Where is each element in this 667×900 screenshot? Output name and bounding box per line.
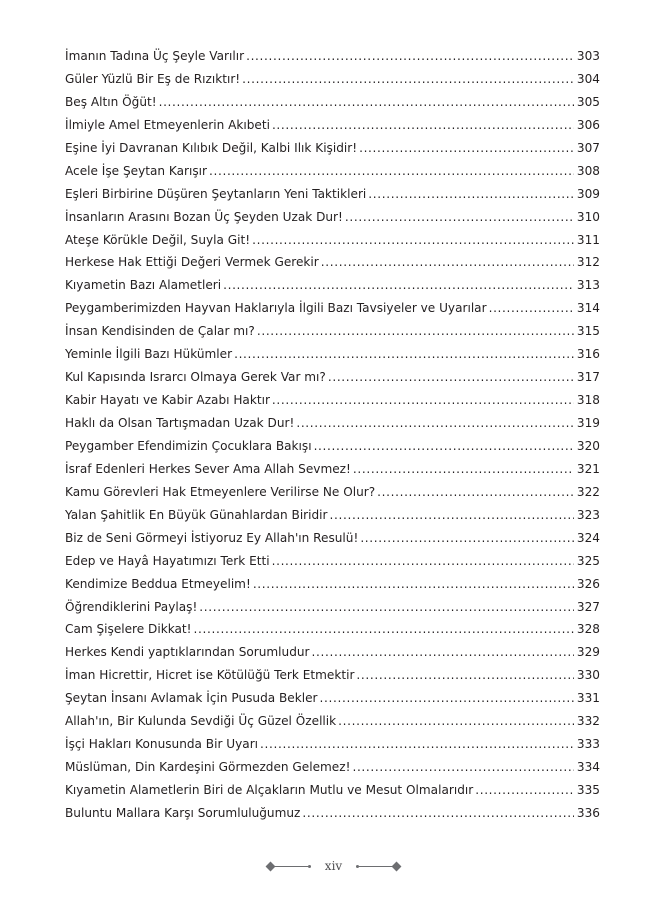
toc-entry-page: 331: [576, 691, 600, 706]
toc-entry-title: İnsanların Arasını Bozan Üç Şeyden Uzak Dur!: [65, 209, 343, 224]
toc-entry[interactable]: [65, 343, 600, 366]
toc-entry-page: 318: [576, 393, 600, 408]
toc-entry[interactable]: [65, 596, 600, 619]
toc-entry-page: 315: [576, 324, 600, 339]
toc-entry-page: 312: [576, 255, 600, 270]
toc-entry-title: Kamu Görevleri Hak Etmeyenlere Verilirse Ne Olur?: [65, 484, 376, 499]
toc-entry-page: 335: [576, 783, 600, 797]
dot-leader: [260, 733, 574, 756]
toc-entry-title: Kul Kapısında Israrcı Olmaya Gerek Var mı?: [65, 370, 326, 385]
dot-leader: [272, 550, 574, 573]
toc-entry-title: İlmiyle Amel Etmeyenlerin Akıbeti: [65, 117, 270, 132]
diamond-ornament-icon: [356, 863, 400, 870]
toc-entry-title: Güler Yüzlü Bir Eş de Rızıktır!: [65, 71, 241, 86]
dot-leader: [314, 435, 574, 458]
dot-leader: [321, 251, 574, 274]
toc-entry-page: 310: [576, 209, 600, 224]
toc-entry-page: 332: [576, 714, 600, 729]
toc-entry-page: 311: [576, 232, 600, 247]
toc-entry[interactable]: [65, 68, 600, 91]
toc-entry-title: Müslüman, Din Kardeşini Görmezden Gelemez!: [65, 760, 351, 775]
toc-entry-page: 319: [576, 416, 600, 430]
toc-entry-page: 328: [576, 622, 600, 637]
dot-leader: [159, 91, 574, 114]
toc-entry-page: 316: [576, 347, 600, 362]
dot-leader: [257, 320, 574, 343]
toc-entry[interactable]: [65, 687, 600, 710]
toc-entry[interactable]: [65, 527, 600, 550]
toc-entry[interactable]: [65, 251, 600, 274]
toc-entry[interactable]: [65, 435, 600, 458]
toc-entry[interactable]: [65, 183, 600, 206]
toc-entry-title: Cam Şişelere Dikkat!: [65, 622, 192, 637]
toc-entry-title: Eşine İyi Davranan Kılıbık Değil, Kalbi Ilık Kişidir!: [65, 140, 358, 155]
toc-entry-page: 325: [576, 553, 600, 568]
dot-leader: [223, 274, 574, 297]
toc-entry-page: 314: [576, 301, 600, 316]
dot-leader: [338, 710, 574, 733]
toc-entry[interactable]: [65, 710, 600, 733]
toc-entry[interactable]: [65, 504, 600, 527]
dot-leader: [246, 45, 574, 68]
toc-entry-page: 336: [576, 805, 600, 820]
dot-leader: [209, 160, 574, 183]
page-number: xiv: [324, 859, 343, 873]
toc-entry[interactable]: [65, 91, 600, 114]
dot-leader: [360, 527, 574, 550]
toc-entry-page: 305: [576, 94, 600, 109]
dot-leader: [252, 229, 574, 252]
toc-entry-title: Acele İşe Şeytan Karışır: [65, 163, 207, 178]
dot-leader: [368, 183, 574, 206]
toc-entry-page: 327: [576, 599, 600, 614]
toc-entry-page: 306: [576, 117, 600, 132]
toc-entry[interactable]: [65, 206, 600, 229]
toc-entry-title: Eşleri Birbirine Düşüren Şeytanların Yeni Taktikleri: [65, 186, 367, 201]
toc-entry-title: Öğrendiklerini Paylaş!: [65, 599, 198, 614]
toc-entry-title: Şeytan İnsanı Avlamak İçin Pusuda Bekler: [65, 691, 318, 706]
dot-leader: [377, 481, 574, 504]
toc-entry-title: Yeminle İlgili Bazı Hükümler: [65, 347, 233, 362]
toc-entry[interactable]: [65, 641, 600, 664]
toc-entry[interactable]: [65, 320, 600, 343]
toc-entry-title: Haklı da Olsan Tartışmadan Uzak Dur!: [65, 416, 295, 430]
toc-entry[interactable]: [65, 274, 600, 297]
toc-entry[interactable]: [65, 779, 600, 802]
toc-entry-page: 313: [576, 278, 600, 293]
toc-entry-title: Ateşe Körükle Değil, Suyla Git!: [65, 232, 251, 247]
toc-entry-page: 324: [576, 530, 600, 545]
toc-entry[interactable]: [65, 45, 600, 68]
toc-entry-title: Kıyametin Alametlerin Biri de Alçakların Mutlu ve Mesut Olmalarıdır: [65, 783, 474, 797]
toc-entry[interactable]: [65, 664, 600, 687]
toc-entry-title: Kıyametin Bazı Alametleri: [65, 278, 222, 293]
dot-leader: [345, 206, 574, 229]
dot-leader: [253, 573, 574, 596]
diamond-ornament-icon: [267, 863, 311, 870]
dot-leader: [475, 779, 574, 802]
toc-entry-title: Beş Altın Öğüt!: [65, 94, 157, 109]
toc-entry[interactable]: [65, 114, 600, 137]
toc-entry-page: 308: [576, 163, 600, 178]
toc-entry-title: Kendimize Beddua Etmeyelim!: [65, 576, 251, 591]
dot-leader: [312, 641, 574, 664]
dot-leader: [199, 596, 574, 619]
dot-leader: [356, 664, 573, 687]
dot-leader: [320, 687, 574, 710]
dot-leader: [489, 297, 574, 320]
toc-entry-title: Kabir Hayatı ve Kabir Azabı Haktır: [65, 393, 270, 408]
toc-entry-page: 323: [576, 507, 600, 522]
toc-entry-page: 304: [576, 71, 600, 86]
dot-leader: [328, 366, 574, 389]
dot-leader: [272, 114, 574, 137]
toc-entry-page: 334: [576, 760, 600, 775]
dot-leader: [359, 137, 574, 160]
dot-leader: [242, 68, 574, 91]
toc-entry[interactable]: [65, 458, 600, 481]
dot-leader: [194, 618, 574, 641]
toc-entry-title: İsraf Edenleri Herkes Sever Ama Allah Sevmez!: [65, 461, 351, 476]
toc-entry-title: İmanın Tadına Üç Şeyle Varılır: [65, 49, 245, 63]
dot-leader: [330, 504, 574, 527]
toc-entry-title: Herkese Hak Ettiği Değeri Vermek Gerekir: [65, 255, 319, 270]
toc-entry-page: 326: [576, 576, 600, 591]
toc-entry-title: Allah'ın, Bir Kulunda Sevdiği Üç Güzel Özellik: [65, 714, 337, 729]
dot-leader: [352, 756, 573, 779]
toc-entry-page: 317: [576, 370, 600, 385]
toc-entry[interactable]: [65, 550, 600, 573]
toc-entry-title: Peygamber Efendimizin Çocuklara Bakışı: [65, 438, 312, 453]
toc-entry[interactable]: [65, 229, 600, 252]
toc-entry[interactable]: [65, 297, 600, 320]
toc-entry-page: 307: [576, 140, 600, 155]
toc-entry-title: Biz de Seni Görmeyi İstiyoruz Ey Allah'ın Resulü!: [65, 530, 359, 545]
toc-entry[interactable]: [65, 802, 600, 825]
toc-entry-title: İşçi Hakları Konusunda Bir Uyarı: [65, 737, 259, 752]
dot-leader: [353, 458, 574, 481]
toc-entry[interactable]: [65, 412, 600, 435]
toc-entry-title: Yalan Şahitlik En Büyük Günahlardan Biridir: [65, 507, 328, 522]
toc-entry[interactable]: [65, 366, 600, 389]
dot-leader: [234, 343, 574, 366]
toc-entry[interactable]: [65, 756, 600, 779]
toc-entry-page: 329: [576, 645, 600, 660]
toc-entry-page: 322: [576, 484, 600, 499]
toc-entry-title: Buluntu Mallara Karşı Sorumluluğumuz: [65, 805, 301, 820]
toc-entry-title: Edep ve Hayâ Hayatımızı Terk Etti: [65, 553, 270, 568]
toc-entry-page: 333: [576, 737, 600, 752]
table-of-contents: [65, 45, 600, 825]
page-footer: [0, 856, 667, 876]
toc-entry[interactable]: [65, 733, 600, 756]
toc-entry[interactable]: [65, 573, 600, 596]
toc-entry-page: 309: [576, 186, 600, 201]
toc-entry-page: 321: [576, 461, 600, 476]
toc-entry-page: 320: [576, 438, 600, 453]
toc-entry[interactable]: [65, 137, 600, 160]
toc-entry[interactable]: [65, 481, 600, 504]
toc-entry-title: Herkes Kendi yaptıklarından Sorumludur: [65, 645, 310, 660]
dot-leader: [272, 389, 574, 412]
toc-entry-title: İman Hicrettir, Hicret ise Kötülüğü Terk Etmektir: [65, 668, 355, 683]
toc-entry-title: Peygamberimizden Hayvan Haklarıyla İlgili Bazı Tavsiyeler ve Uyarılar: [65, 301, 487, 316]
dot-leader: [302, 802, 574, 825]
toc-entry-page: 330: [576, 668, 600, 683]
toc-entry-page: 303: [576, 49, 600, 63]
dot-leader: [296, 412, 574, 435]
toc-entry[interactable]: [65, 389, 600, 412]
toc-entry[interactable]: [65, 160, 600, 183]
toc-entry-title: İnsan Kendisinden de Çalar mı?: [65, 324, 255, 339]
toc-entry[interactable]: [65, 618, 600, 641]
